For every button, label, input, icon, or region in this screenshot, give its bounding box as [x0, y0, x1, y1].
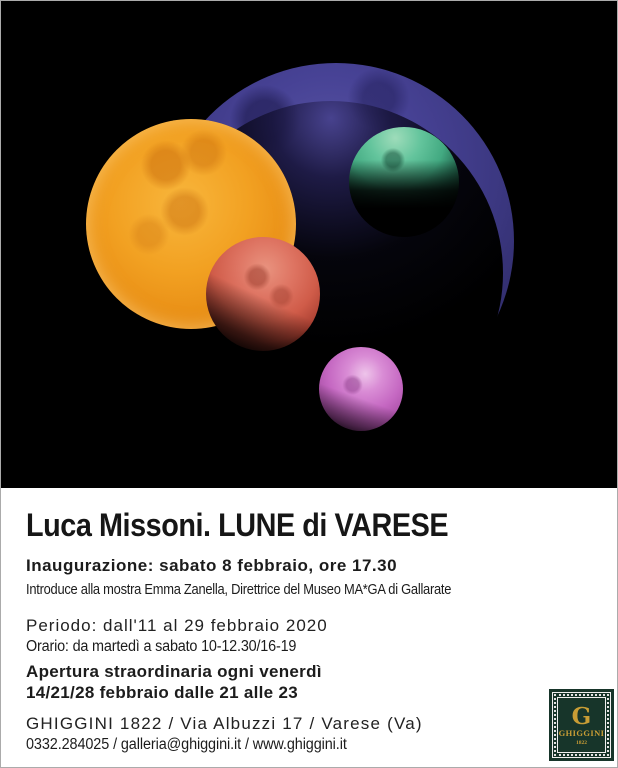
gallery-address-line: GHIGGINI 1822 / Via Albuzzi 17 / Varese (Va): [26, 714, 423, 733]
gallery-contacts-line: 0332.284025 / galleria@ghiggini.it / www.ghiggini.it: [26, 736, 347, 753]
logo-name: GHIGGINI: [558, 728, 605, 739]
special-opening-line-1: Apertura straordinaria ogni venerdì: [26, 662, 322, 681]
special-opening-line-2: 14/21/28 febbraio dalle 21 alle 23: [26, 683, 298, 702]
period-line: Periodo: dall'11 al 29 febbraio 2020: [26, 616, 328, 635]
green-crescent-moon: [349, 127, 459, 237]
info-panel: [1, 488, 617, 767]
logo-monogram: G: [571, 703, 592, 731]
pink-full-moon: [319, 347, 403, 431]
moon-collage-image: [1, 1, 617, 488]
hours-line: Orario: da martedì a sabato 10-12.30/16-19: [26, 638, 297, 655]
curator-line: Introduce alla mostra Emma Zanella, Direttrice del Museo MA*GA di Gallarate: [26, 581, 452, 598]
logo-year: 1822: [576, 740, 587, 747]
exhibition-title: Luca Missoni. LUNE di VARESE: [26, 507, 449, 543]
inauguration-line: Inaugurazione: sabato 8 febbraio, ore 17.30: [26, 556, 398, 575]
ghiggini-logo: [549, 689, 614, 761]
red-gibbous-moon: [206, 237, 320, 351]
